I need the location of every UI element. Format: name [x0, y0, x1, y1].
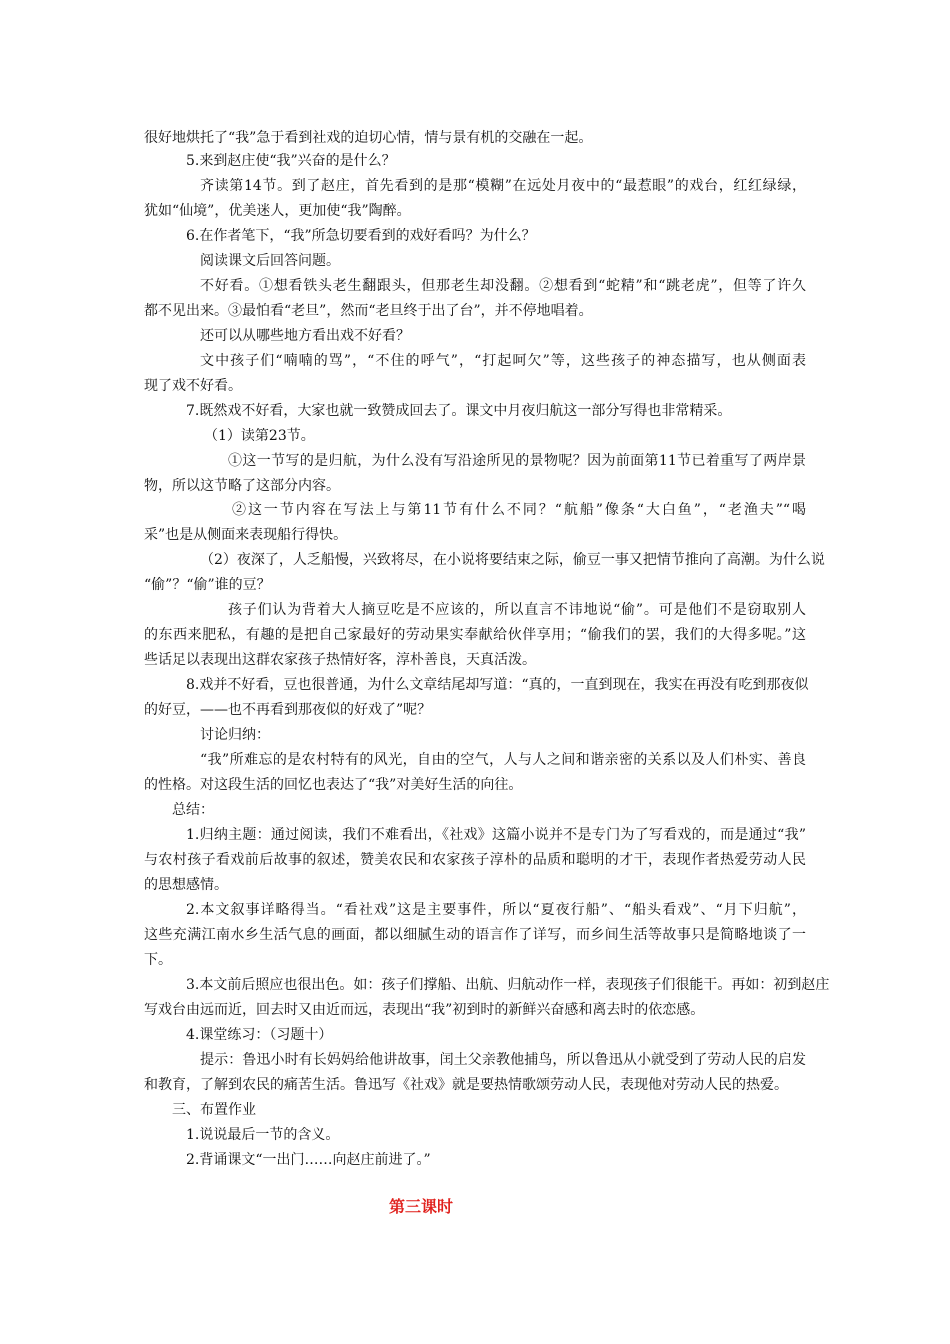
text-line: 不好看。①想看铁头老生翻跟头，但那老生却没翻。②想看到“蛇精”和“跳老虎”，但等了许久: [200, 278, 806, 294]
text-line: “我”所难忘的是农村特有的风光，自由的空气，人与人之间和谐亲密的关系以及人们朴实、善良: [200, 752, 806, 768]
text-line: 很好地烘托了“我”急于看到社戏的迫切心情，情与景有机的交融在一起。: [144, 130, 593, 146]
text-line: 物，所以这节略了这部分内容。: [144, 478, 340, 494]
question-7: 7.既然戏不好看，大家也就一致赞成回去了。课文中月夜归航这一部分写得也非常精采。: [186, 403, 732, 419]
text-line: 的好豆，——也不再看到那夜似的好戏了”呢？: [144, 702, 432, 718]
text-line: 讨论归纳：: [200, 727, 270, 743]
text-line: 提示：鲁迅小时有长妈妈给他讲故事，闰土父亲教他捕鸟，所以鲁迅从小就受到了劳动人民的启发: [200, 1052, 806, 1068]
text-line: 文中孩子们“喃喃的骂”，“不住的呼气”，“打起呵欠”等，这些孩子的神态描写，也从侧面表: [200, 353, 806, 369]
text-line: “偷”？“偷”谁的豆？: [144, 577, 271, 593]
text-line: 还可以从哪些地方看出戏不好看？: [200, 328, 410, 344]
text-line: ②这一节内容在写法上与第11节有什么不同？“航船”像条“大白鱼”，“老渔夫”“喝: [232, 502, 806, 518]
text-line: 采”也是从侧面来表现船行得快。: [144, 527, 348, 543]
summary-item-2: 2.本文叙事详略得当。“看社戏”这是主要事件，所以“夏夜行船”、“船头看戏”、“月下归航”，: [186, 902, 806, 918]
text-line: 都不见出来。③最怕看“老旦”，然而“老旦终于出了台”，并不停地唱着。: [144, 303, 593, 319]
summary-item-3: 3.本文前后照应也很出色。如：孩子们撑船、出航、归航动作一样，表现孩子们很能干。再如：初到赵庄: [186, 977, 830, 993]
text-line: 和教育，了解到农民的痛苦生活。鲁迅写《社戏》就是要热情歌颂劳动人民，表现他对劳动人民的热爱。: [144, 1077, 788, 1093]
text-line: ①这一节写的是归航，为什么没有写沿途所见的景物呢？因为前面第11节已着重写了两岸景: [228, 453, 806, 469]
text-line: 现了戏不好看。: [144, 378, 242, 394]
sub-item-2: （2）夜深了，人乏船慢，兴致将尽，在小说将要结束之际，偷豆一事又把情节推向了高潮。为什么说: [200, 552, 825, 568]
text-line: 写戏台由远而近，回去时又由近而远，表现出“我”初到时的新鲜兴奋感和离去时的依恋感。: [144, 1002, 705, 1018]
summary-heading: 总结：: [172, 802, 214, 818]
sub-item-1: （1）读第23节。: [204, 428, 315, 444]
lesson-heading: 第三课时: [388, 1197, 453, 1216]
text-line: 些话足以表现出这群农家孩子热情好客，淳朴善良，天真活泼。: [144, 652, 536, 668]
text-line: 孩子们认为背着大人摘豆吃是不应该的，所以直言不讳地说“偷”。可是他们不是窃取别人: [228, 602, 806, 618]
text-line: 与农村孩子看戏前后故事的叙述，赞美农民和农家孩子淳朴的品质和聪明的才干，表现作者热爱劳动人民: [144, 852, 806, 868]
text-line: 这些充满江南水乡生活气息的画面，都以细腻生动的语言作了详写，而乡间生活等故事只是简略地谈了一: [144, 927, 806, 943]
summary-item-4: 4.课堂练习：（习题十）: [186, 1027, 333, 1043]
text-line: 犹如“仙境”，优美迷人，更加使“我”陶醉。: [144, 203, 411, 219]
text-line: 阅读课文后回答问题。: [200, 253, 340, 269]
text-line: 下。: [144, 952, 172, 968]
question-8: 8.戏并不好看，豆也很普通，为什么文章结尾却写道：“真的，一直到现在，我实在再没有吃到那夜似: [186, 677, 809, 693]
text-line: 齐读第14节。到了赵庄，首先看到的是那“模糊”在远处月夜中的“最惹眼”的戏台，红红绿绿，: [200, 178, 806, 194]
summary-item-1: 1.归纳主题：通过阅读，我们不难看出，《社戏》这篇小说并不是专门为了写看戏的，而是通过“我”: [186, 827, 806, 843]
section-heading: 三、布置作业: [172, 1102, 256, 1118]
text-line: 的东西来肥私，有趣的是把自己家最好的劳动果实奉献给伙伴享用；“偷我们的罢，我们的大得多呢。”这: [144, 627, 806, 643]
homework-item-1: 1.说说最后一节的含义。: [186, 1127, 340, 1143]
question-5: 5.来到赵庄使“我”兴奋的是什么？: [186, 153, 396, 169]
text-line: 的思想感情。: [144, 877, 228, 893]
text-line: 的性格。对这段生活的回忆也表达了“我”对美好生活的向往。: [144, 777, 523, 793]
homework-item-2: 2.背诵课文“一出门……向赵庄前进了。”: [186, 1152, 431, 1168]
question-6: 6.在作者笔下，“我”所急切要看到的戏好看吗？为什么？: [186, 228, 536, 244]
